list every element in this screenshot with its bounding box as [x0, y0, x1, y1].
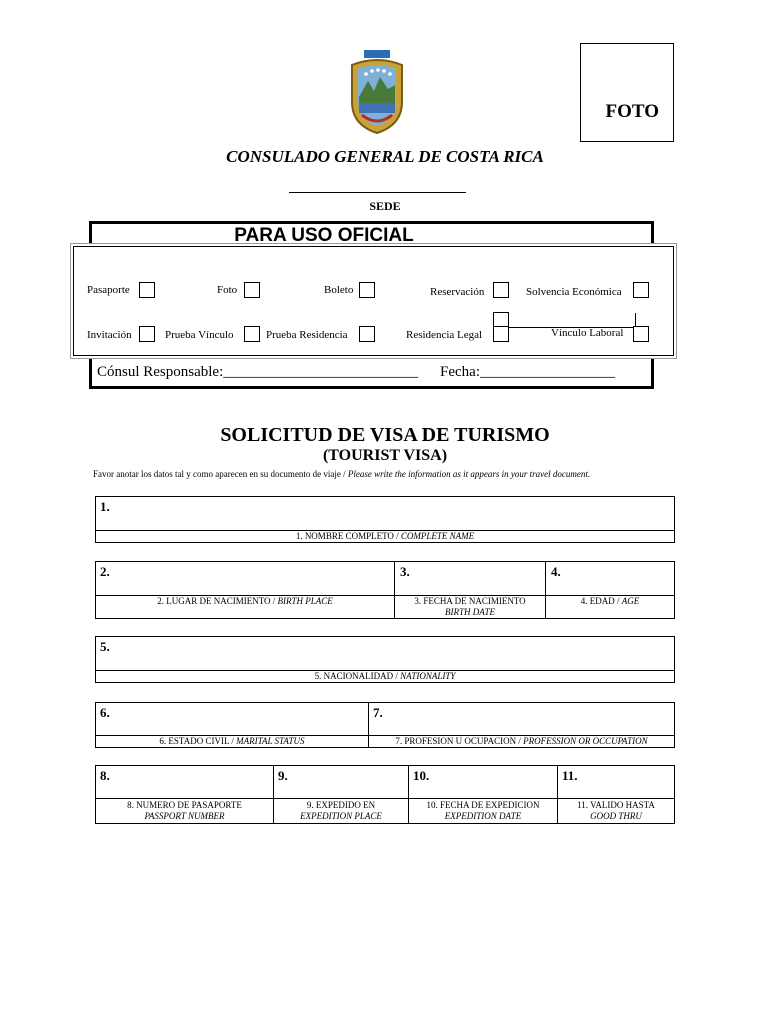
field-caption: 5. NACIONALIDAD / NATIONALITY — [314, 671, 456, 681]
checkbox-boleto[interactable] — [359, 282, 375, 298]
field-number: 4. — [551, 564, 561, 579]
row-civil-profession — [95, 702, 675, 748]
checkbox-foto[interactable] — [244, 282, 260, 298]
form-subtitle: (TOURIST VISA) — [322, 447, 448, 464]
field-number: 11. — [562, 768, 578, 783]
field-number: 7. — [373, 705, 383, 720]
field-caption: 3. FECHA DE NACIMIENTO BIRTH DATE — [414, 596, 526, 617]
coat-of-arms-icon — [344, 47, 410, 137]
field-expedition-date[interactable] — [409, 766, 557, 798]
sede-label: SEDE — [369, 199, 401, 213]
checkbox-residencia-legal[interactable] — [493, 326, 509, 342]
field-number: 1. — [100, 499, 110, 514]
checkbox-label-prueba-residencia: Prueba Residencia — [266, 329, 348, 341]
fecha-field[interactable]: Fecha:__________________ — [440, 364, 615, 380]
field-caption: 10. FECHA DE EXPEDICION EXPEDITION DATE — [426, 800, 540, 821]
field-caption: 4. EDAD / AGE — [580, 596, 640, 606]
checkbox-label-pasaporte: Pasaporte — [87, 284, 130, 296]
field-caption: 1. NOMBRE COMPLETO / COMPLETE NAME — [295, 531, 475, 541]
sede-line[interactable] — [289, 192, 466, 193]
form-title: SOLICITUD DE VISA DE TURISMO — [220, 424, 550, 446]
field-caption: 2. LUGAR DE NACIMIENTO / BIRTH PLACE — [157, 596, 333, 606]
field-caption: 8. NUMERO DE PASAPORTE PASSPORT NUMBER — [127, 800, 242, 821]
checkbox-prueba-vinculo[interactable] — [244, 326, 260, 342]
field-number: 5. — [100, 639, 110, 654]
field-profession[interactable] — [369, 703, 674, 735]
field-number: 10. — [413, 768, 430, 783]
photo-label: FOTO — [605, 101, 659, 122]
field-number: 9. — [278, 768, 288, 783]
checkbox-label-reservacion: Reservación — [430, 286, 485, 298]
checkbox-label-residencia-legal: Residencia Legal — [406, 329, 483, 341]
official-use-title: PARA USO OFICIAL — [234, 225, 414, 246]
checkbox-label-invitacion: Invitación — [87, 329, 132, 341]
field-nationality[interactable] — [95, 636, 675, 683]
consul-responsable-field[interactable]: Cónsul Responsable:__________________________ — [97, 364, 419, 380]
checkbox-prueba-residencia[interactable] — [359, 326, 375, 342]
field-caption: 7. PROFESION U OCUPACION / PROFESSION OR OCCUPATION — [395, 736, 648, 746]
field-birth-date[interactable] — [395, 562, 545, 595]
field-caption: 6. ESTADO CIVIL / MARITAL STATUS — [159, 736, 305, 746]
checkbox-vinculo-laboral[interactable] — [633, 326, 649, 342]
divider-tick — [635, 313, 636, 327]
field-caption: 11. VALIDO HASTA GOOD THRU — [577, 800, 655, 821]
row-passport-info — [95, 765, 675, 824]
photo-box — [580, 43, 674, 142]
field-number: 2. — [100, 564, 110, 579]
checkbox-solvencia[interactable] — [633, 282, 649, 298]
checkbox-pasaporte[interactable] — [139, 282, 155, 298]
checkbox-label-boleto: Boleto — [324, 284, 354, 296]
checkbox-invitacion[interactable] — [139, 326, 155, 342]
checkbox-label-solvencia: Solvencia Económica — [526, 286, 622, 298]
checkbox-label-vinculo-laboral: Vínculo Laboral — [551, 327, 624, 339]
form-instructions: Favor anotar los datos tal y como aparecen en su documento de viaje / Please write the information as it appears in your travel document. — [93, 469, 591, 479]
field-passport-number[interactable] — [96, 766, 273, 798]
field-number: 6. — [100, 705, 110, 720]
field-age[interactable] — [546, 562, 674, 595]
field-caption: 9. EXPEDIDO EN EXPEDITION PLACE — [300, 800, 382, 821]
checkbox-label-foto: Foto — [217, 284, 238, 296]
consulate-title: CONSULADO GENERAL DE COSTA RICA — [226, 147, 544, 166]
row-birth-info — [95, 561, 675, 619]
checkbox-reservacion[interactable] — [493, 282, 509, 298]
field-complete-name[interactable] — [95, 496, 675, 543]
field-good-thru[interactable] — [558, 766, 674, 798]
field-birth-place[interactable] — [96, 562, 394, 595]
field-marital-status[interactable] — [96, 703, 368, 735]
field-number: 3. — [400, 564, 410, 579]
checkbox-label-prueba-vinculo: Prueba Vínculo — [165, 329, 234, 341]
field-number: 8. — [100, 768, 110, 783]
field-expedition-place[interactable] — [274, 766, 408, 798]
